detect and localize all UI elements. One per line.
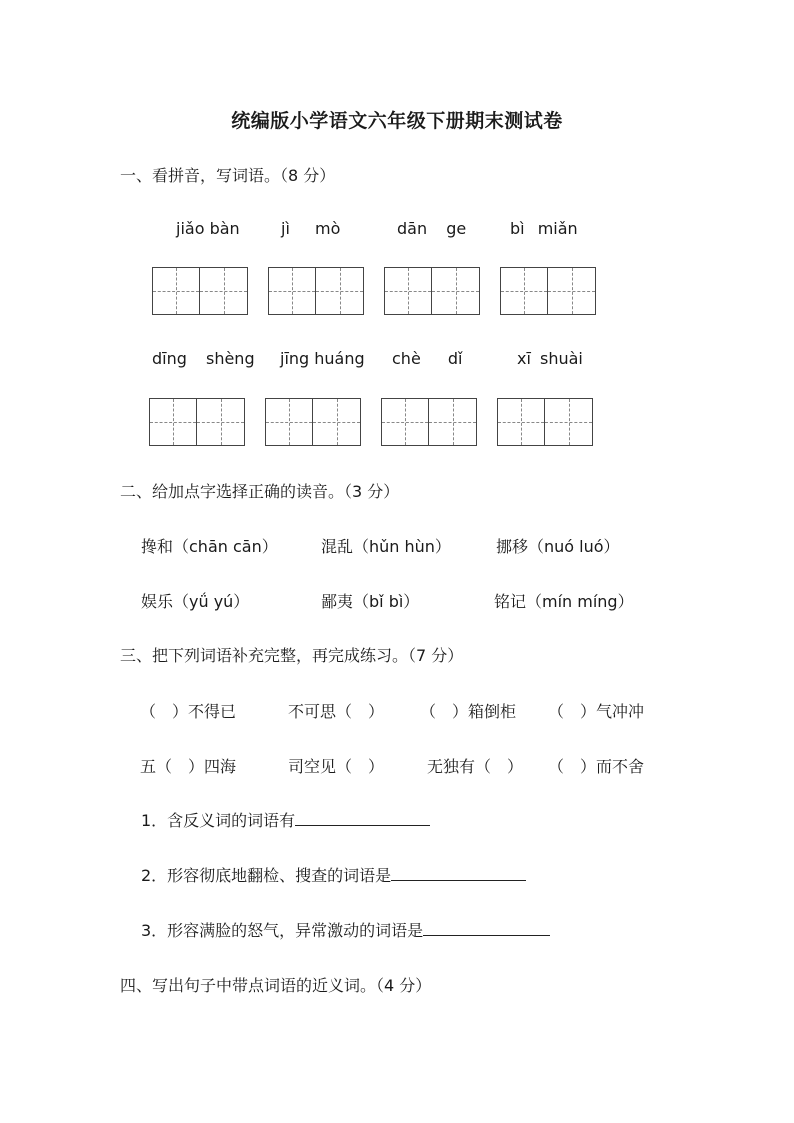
reading-item-5: 鄙夷（bǐ bì） xyxy=(321,592,420,611)
pinyin-1-3: dān ge xyxy=(397,219,467,238)
pinyin-1-4: bì miǎn xyxy=(510,219,578,238)
writing-grid-1-1[interactable] xyxy=(152,267,248,315)
page-title: 统编版小学语文六年级下册期末测试卷 xyxy=(231,110,563,132)
writing-grid-1-3[interactable] xyxy=(384,267,480,315)
idiom-1-3: （ ）箱倒柜 xyxy=(420,702,517,721)
idiom-2-1: 五（ ）四海 xyxy=(140,757,237,776)
section2-heading: 二、给加点字选择正确的读音。（3 分） xyxy=(120,482,400,501)
pinyin-2-4: xī shuài xyxy=(517,349,583,368)
writing-grid-2-4[interactable] xyxy=(497,398,593,446)
question-3-text: 3．形容满脸的怒气，异常激动的词语是 xyxy=(141,921,424,940)
pinyin-2-2: jīng huáng xyxy=(280,349,365,368)
question-1-text: 1．含反义词的词语有 xyxy=(141,811,296,830)
idiom-2-3: 无独有（ ） xyxy=(427,757,524,776)
idiom-1-4: （ ）气冲冲 xyxy=(548,702,645,721)
idiom-2-4: （ ）而不舍 xyxy=(548,757,645,776)
idiom-2-2: 司空见（ ） xyxy=(288,757,385,776)
idiom-1-1: （ ）不得已 xyxy=(140,702,237,721)
answer-blank-1[interactable] xyxy=(295,809,430,826)
reading-item-6: 铭记（mín míng） xyxy=(494,592,634,611)
reading-item-2: 混乱（hǔn hùn） xyxy=(321,537,451,556)
writing-grid-1-4[interactable] xyxy=(500,267,596,315)
writing-grid-2-2[interactable] xyxy=(265,398,361,446)
section1-heading: 一、看拼音，写词语。（8 分） xyxy=(120,166,336,185)
pinyin-1-1: jiǎo bàn xyxy=(176,219,240,238)
reading-item-3: 挪移（nuó luó） xyxy=(496,537,620,556)
reading-item-1: 搀和（chān cān） xyxy=(141,537,278,556)
writing-grid-1-2[interactable] xyxy=(268,267,364,315)
question-2-text: 2．形容彻底地翻检、搜查的词语是 xyxy=(141,866,392,885)
question-3 xyxy=(141,918,550,941)
reading-item-4: 娱乐（yǘ yú） xyxy=(141,592,250,611)
answer-blank-2[interactable] xyxy=(391,864,526,881)
pinyin-2-1: dīng shèng xyxy=(152,349,255,368)
idiom-1-2: 不可思（ ） xyxy=(288,702,385,721)
question-2 xyxy=(141,863,526,886)
writing-grid-2-1[interactable] xyxy=(149,398,245,446)
question-1 xyxy=(141,808,430,831)
answer-blank-3[interactable] xyxy=(423,919,550,936)
section4-heading: 四、写出句子中带点词语的近义词。（4 分） xyxy=(120,976,432,995)
pinyin-1-2: jì mò xyxy=(281,219,341,238)
writing-grid-2-3[interactable] xyxy=(381,398,477,446)
pinyin-2-3: chè dǐ xyxy=(392,349,463,368)
section3-heading: 三、把下列词语补充完整，再完成练习。（7 分） xyxy=(120,646,464,665)
